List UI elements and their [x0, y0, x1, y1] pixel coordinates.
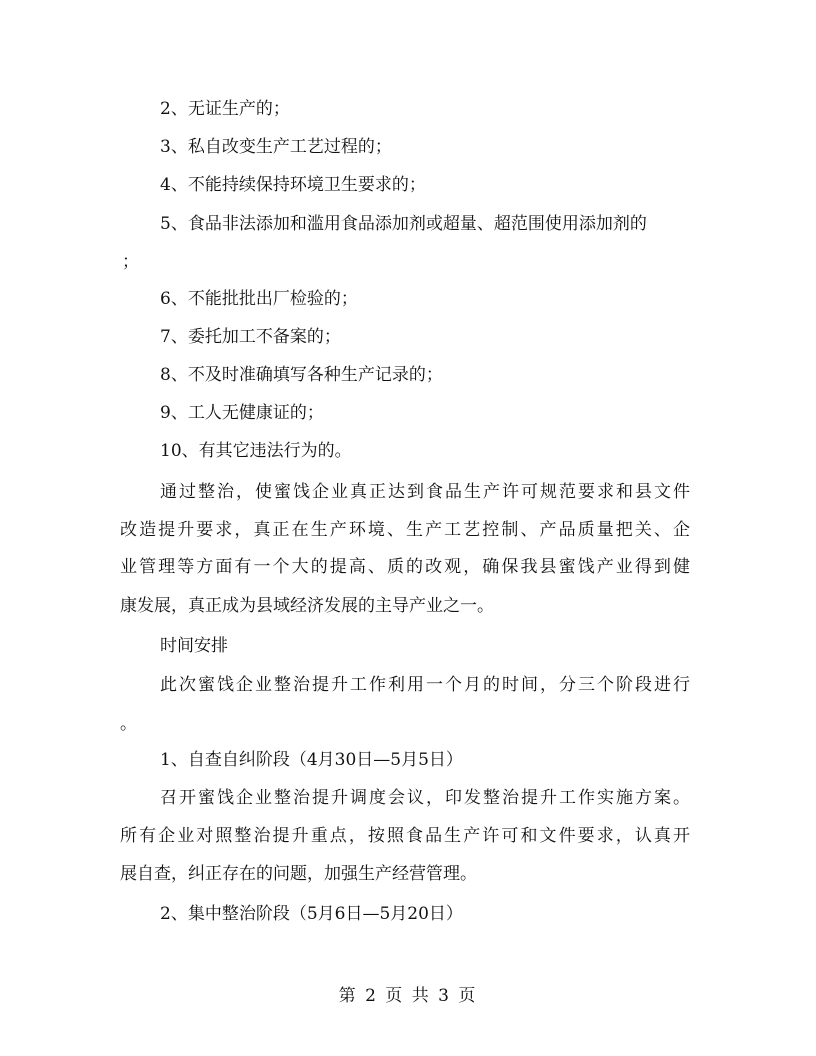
list-item: 7、委托加工不备案的； — [160, 327, 341, 347]
paragraph-line: 召开蜜饯企业整治提升调度会议，印发整治提升工作实施方案。 — [160, 788, 690, 808]
stage-heading: 1、自查自纠阶段（4月30日—5月5日） — [160, 750, 463, 770]
list-item: 6、不能批批出厂检验的； — [160, 289, 358, 309]
list-item: 3、私自改变生产工艺过程的； — [160, 137, 392, 157]
paragraph-line: 康发展，真正成为县域经济发展的主导产业之一。 — [120, 596, 494, 616]
paragraph-line: 展自查，纠正存在的问题，加强生产经营管理。 — [120, 864, 477, 884]
paragraph-line: 所有企业对照整治提升重点，按照食品生产许可和文件要求，认真开 — [120, 826, 690, 846]
list-item: 10、有其它违法行为的。 — [160, 441, 352, 461]
paragraph-line: 业管理等方面有一个大的提高、质的改观，确保我县蜜饯产业得到健 — [120, 557, 690, 577]
paragraph-line: 此次蜜饯企业整治提升工作利用一个月的时间，分三个阶段进行 — [160, 675, 690, 695]
paragraph-line: 。 — [120, 714, 137, 734]
list-item: 5、食品非法添加和滥用食品添加剂或超量、超范围使用添加剂的 — [160, 214, 647, 234]
list-item: 8、不及时准确填写各种生产记录的； — [160, 365, 443, 385]
paragraph-line: 改造提升要求，真正在生产环境、生产工艺控制、产品质量把关、企 — [120, 520, 690, 540]
paragraph-line: 通过整治，使蜜饯企业真正达到食品生产许可规范要求和县文件 — [160, 482, 690, 502]
stage-heading: 2、集中整治阶段（5月6日—5月20日） — [160, 904, 463, 924]
section-heading: 时间安排 — [160, 636, 228, 656]
list-item: 4、不能持续保持环境卫生要求的； — [160, 175, 426, 195]
page-number: 第 2 页 共 3 页 — [338, 986, 478, 1006]
list-item: 9、工人无健康证的； — [160, 403, 324, 423]
list-item: 2、无证生产的； — [160, 99, 290, 119]
list-item-continuation: ； — [122, 252, 139, 272]
